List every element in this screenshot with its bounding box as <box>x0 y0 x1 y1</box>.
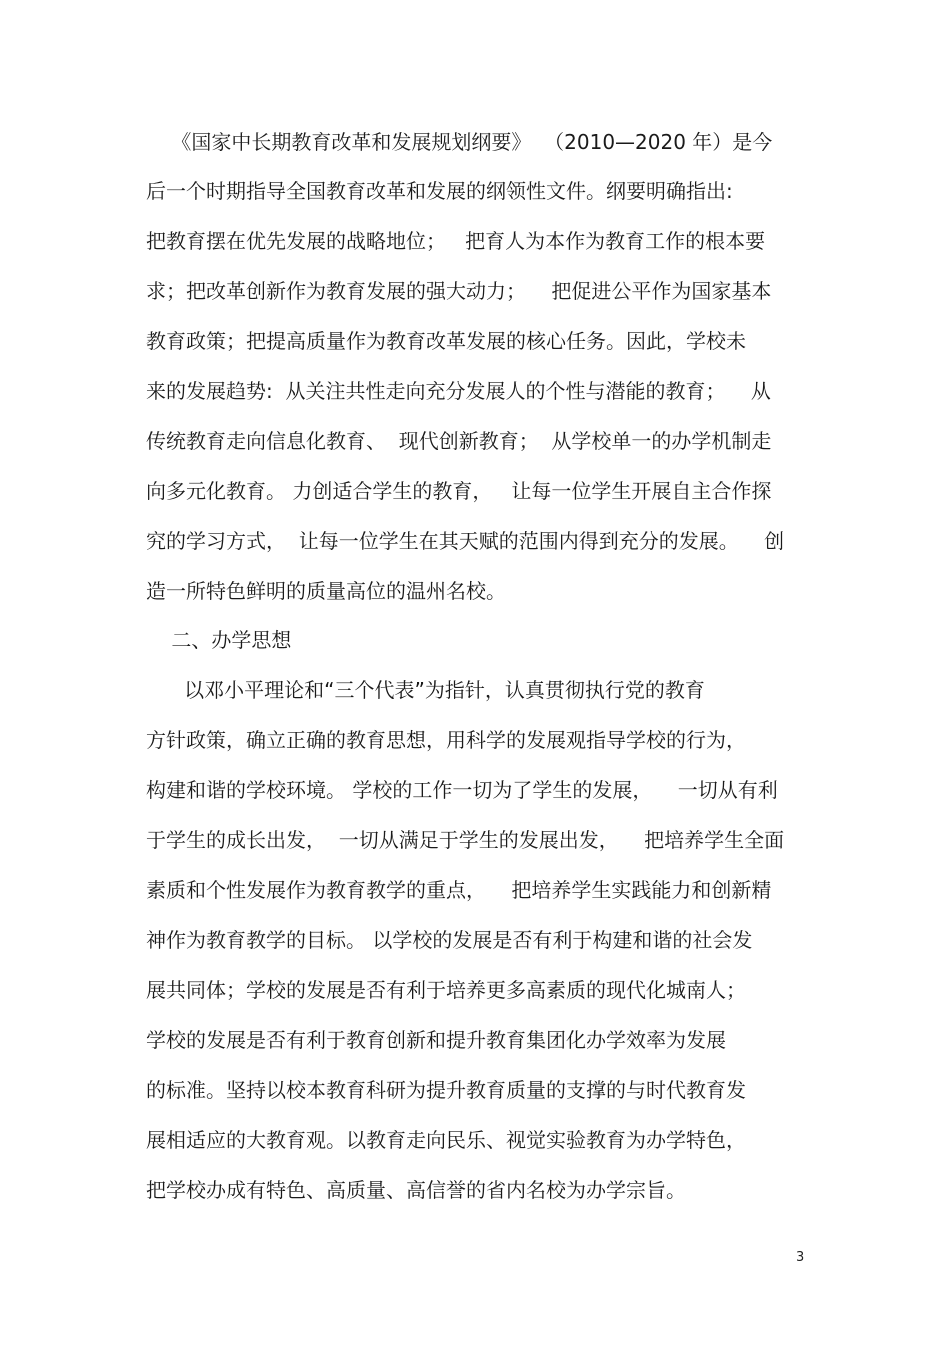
paragraph-line: 传统教育走向信息化教育、 现代创新教育； 从学校单一的办学机制走 <box>146 429 772 453</box>
paragraph-line: 展共同体；学校的发展是否有利于培养更多高素质的现代化城南人； <box>146 978 746 1002</box>
paragraph-line: 后一个时期指导全国教育改革和发展的纲领性文件。纲要明确指出: <box>146 179 733 203</box>
paragraph-line: 神作为教育教学的目标。 以学校的发展是否有利于构建和谐的社会发 <box>146 928 753 952</box>
paragraph-line: 造一所特色鲜明的质量高位的温州名校。 <box>146 579 506 603</box>
paragraph-line: 《国家中长期教育改革和发展规划纲要》 （2010—2020 年）是今 <box>146 130 773 154</box>
paragraph-line: 究的学习方式， 让每一位学生在其天赋的范围内得到充分的发展。 创 <box>146 529 785 553</box>
paragraph-line: 的标准。坚持以校本教育科研为提升教育质量的支撑的与时代教育发 <box>146 1078 746 1102</box>
paragraph-line: 学校的发展是否有利于教育创新和提升教育集团化办学效率为发展 <box>146 1028 726 1052</box>
paragraph-line: 于学生的成长出发， 一切从满足于学生的发展出发， 把培养学生全面 <box>146 828 785 852</box>
section-heading: 二、办学思想 <box>146 628 292 652</box>
paragraph-line: 素质和个性发展作为教育教学的重点， 把培养学生实践能力和创新精 <box>146 878 772 902</box>
paragraph-line: 来的发展趋势: 从关注共性走向充分发展人的个性与潜能的教育； 从 <box>146 379 771 403</box>
paragraph-line: 向多元化教育。 力创适合学生的教育， 让每一位学生开展自主合作探 <box>146 479 772 503</box>
paragraph-line: 方针政策，确立正确的教育思想，用科学的发展观指导学校的行为， <box>146 728 746 752</box>
paragraph-line: 把教育摆在优先发展的战略地位； 把育人为本作为教育工作的根本要 <box>146 229 766 253</box>
paragraph-line: 求；把改革创新作为教育发展的强大动力； 把促进公平作为国家基本 <box>146 279 772 303</box>
paragraph-line: 教育政策；把提高质量作为教育改革发展的核心任务。因此，学校未 <box>146 329 746 353</box>
page-number: 3 <box>796 1250 805 1265</box>
paragraph-line: 以邓小平理论和“三个代表”为指针，认真贯彻执行党的教育 <box>146 678 705 702</box>
paragraph-line: 展相适应的大教育观。以教育走向民乐、视觉实验教育为办学特色， <box>146 1128 746 1152</box>
paragraph-line: 把学校办成有特色、高质量、高信誉的省内名校为办学宗旨。 <box>146 1178 686 1202</box>
paragraph-line: 构建和谐的学校环境。 学校的工作一切为了学生的发展， 一切从有利 <box>146 778 778 802</box>
